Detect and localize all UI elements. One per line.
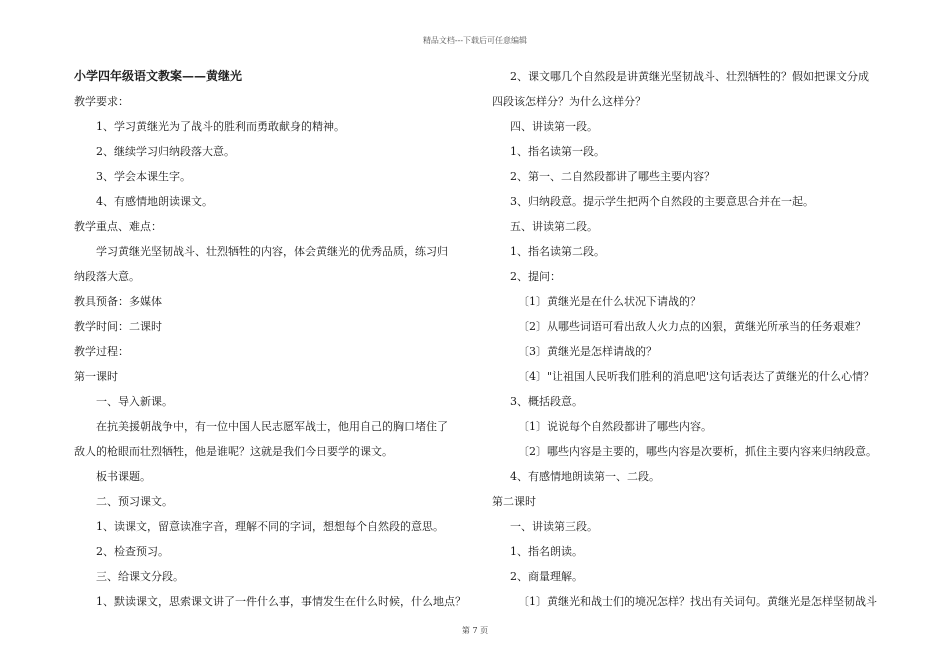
- page-number: 第 7 页: [461, 626, 489, 635]
- text-line: 教学重点、难点：: [74, 220, 162, 233]
- text-line: 一、讲读第三段。: [510, 520, 598, 533]
- text-line: 〔3〕黄继光是怎样请战的？: [518, 345, 657, 358]
- text-line: 4、有感情地朗读课文。: [96, 195, 213, 208]
- text-line: 教学过程：: [74, 345, 129, 358]
- text-line: 第一课时: [74, 370, 118, 383]
- text-line: 教学要求：: [74, 95, 129, 108]
- text-line: 1、指名读第一段。: [510, 145, 605, 158]
- text-line: 〔1〕黄继光和战士们的境况怎样？找出有关词句。黄继光是怎样坚韧战斗: [518, 595, 877, 608]
- page-header: 精品文档---下载后可任意编辑: [422, 36, 528, 45]
- text-line: 教具预备：多媒体: [74, 295, 162, 308]
- text-line: 3、概括段意。: [510, 395, 583, 408]
- text-line: 1、指名读第二段。: [510, 245, 605, 258]
- text-line: 1、学习黄继光为了战斗的胜利而勇敢献身的精神。: [96, 120, 345, 133]
- text-line: 板书课题。: [96, 470, 151, 483]
- text-line: 2、第一、二自然段都讲了哪些主要内容？: [510, 170, 715, 183]
- text-line: 四、讲读第一段。: [510, 120, 598, 133]
- left-column: [74, 64, 474, 614]
- text-line: 3、归纳段意。提示学生把两个自然段的主要意思合并在一起。: [510, 195, 814, 208]
- text-line: 3、学会本课生字。: [96, 170, 191, 183]
- text-line: 〔2〕哪些内容是主要的，哪些内容是次要析，抓住主要内容来归纳段意。: [518, 445, 877, 458]
- text-line: 2、提问：: [510, 270, 561, 283]
- text-line: 五、讲读第二段。: [510, 220, 598, 233]
- text-line: 学习黄继光坚韧战斗、壮烈牺牲的内容，体会黄继光的优秀品质，练习归: [96, 245, 448, 258]
- text-line: 2、继续学习归纳段落大意。: [96, 145, 235, 158]
- text-line: 4、有感情地朗读第一、二段。: [510, 470, 660, 483]
- text-line: 1、指名朗读。: [510, 545, 583, 558]
- right-column: [492, 64, 892, 614]
- text-line: 三、给课文分段。: [96, 570, 184, 583]
- text-line: 四段该怎样分？为什么这样分？: [492, 95, 646, 108]
- text-line: 在抗美援朝战争中，有一位中国人民志愿军战士，他用自己的胸口堵住了: [96, 420, 448, 433]
- text-line: 〔1〕黄继光是在什么状况下请战的？: [518, 295, 701, 308]
- text-line: 1、默读课文，思索课文讲了一件什么事，事情发生在什么时候，什么地点？: [96, 595, 466, 608]
- text-line: 第二课时: [492, 495, 536, 508]
- text-line: 2、课文哪几个自然段是讲黄继光坚韧战斗、壮烈牺牲的？假如把课文分成: [510, 70, 869, 83]
- text-line: 一、导入新课。: [96, 395, 173, 408]
- text-line: 1、读课文，留意读准字音，理解不同的字词，想想每个自然段的意思。: [96, 520, 444, 533]
- text-line: 2、检查预习。: [96, 545, 169, 558]
- text-line: 〔2〕从哪些词语可看出敌人火力点的凶狠，黄继光所承当的任务艰难？: [518, 320, 866, 333]
- text-line: 2、商量理解。: [510, 570, 583, 583]
- text-line: 二、预习课文。: [96, 495, 173, 508]
- text-line: 纳段落大意。: [74, 270, 140, 283]
- document-title: 小学四年级语文教案——黄继光: [74, 69, 243, 83]
- text-line: 〔4〕"让祖国人民听我们胜利的消息吧'这句话表达了黄继光的什么心情？: [518, 370, 875, 383]
- text-line: 敌人的枪眼而壮烈牺牲，他是谁呢？这就是我们今日要学的课文。: [74, 445, 393, 458]
- text-line: 〔1〕说说每个自然段都讲了哪些内容。: [518, 420, 712, 433]
- text-line: 教学时间：二课时: [74, 320, 162, 333]
